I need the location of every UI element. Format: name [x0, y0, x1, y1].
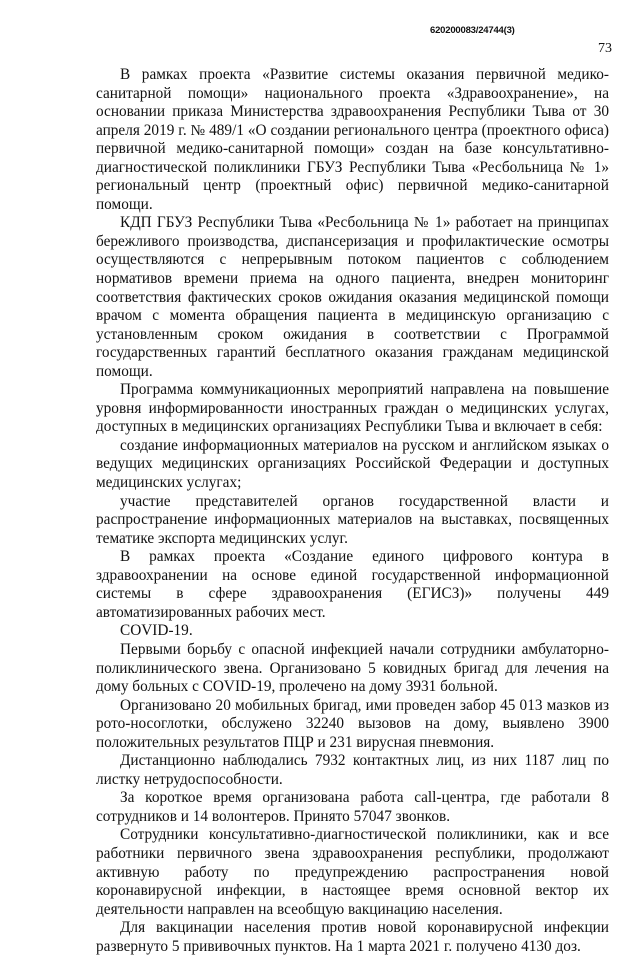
document-body [96, 66, 609, 956]
paragraph-covid-heading: COVID-19. [120, 622, 193, 640]
paragraph-info-materials: создание информационных материалов на русском и английском языках о ведущих медицинских организациях Российской Федерации и доступных медицинских услугах; [96, 436, 609, 492]
paragraph-exhibitions: участие представителей органов государственной власти и распространение информационных материалов на выставках, посвященных тематике экспорта медицинских услуг. [96, 492, 609, 547]
document-registration-code: 620200083/24744(3) [430, 25, 515, 36]
paragraph-primary-care-work: Сотрудники консультативно-диагностической поликлиники, как и все работники первичного звена здравоохранения республики, продолжают активную работу по предупреждению распространения новой коронавирусной инфекции, в настоящее время основной вектор их деятельности направлен на всеобщую вакцинацию населения. [96, 826, 609, 918]
paragraph-mobile-brigades: Организовано 20 мобильных бригад, ими проведен забор 45 013 мазков из рото-носоглотки, обслужено 32240 вызовов на дому, выявлено 3900 положительных результатов ПЦР и 231 вирусная пневмония. [96, 696, 609, 751]
paragraph-remote-monitoring: Дистанционно наблюдались 7932 контактных лиц, из них 1187 лиц по листку нетрудоспособности. [96, 752, 609, 788]
paragraph-call-center: За короткое время организована работа call-центра, где работали 8 сотрудников и 14 волонтеров. Принято 57047 звонков. [96, 789, 609, 825]
paragraph-regional-center: В рамках проекта «Развитие системы оказания первичной медико-санитарной помощи» национального проекта «Здравоохранение», на основании приказа Министерства здравоохранения Республики Тыва от 30 апреля 2019 г. № 489/1 «О создании регионального центра (проектного офиса) первичной медико-санитарной помощи» создан на базе консультативно-диагностической поликлиники ГБУЗ Республики Тыва «Ресбольница № 1» региональный центр (проектный офис) первичной медико-санитарной помощи. [96, 66, 609, 213]
paragraph-egisz: В рамках проекта «Создание единого цифрового контура в здравоохранении на основе единой государственной информационной системы в сфере здравоохранения (ЕГИСЗ)» получены 449 автоматизированных рабочих мест. [96, 548, 609, 621]
paragraph-lean-production: КДП ГБУЗ Республики Тыва «Ресбольница № 1» работает на принципах бережливого производства, диспансеризация и профилактические осмотры осуществляются с непрерывным потоком пациентов с соблюдением нормативов времени приема на одного пациента, внедрен мониторинг соответствия фактических сроков ожидания оказания медицинской помощи врачом с момента обращения пациента в медицинскую организацию с установленным сроком ожидания в соответствии с Программой государственных гарантий бесплатного оказания гражданам медицинской помощи. [96, 214, 609, 380]
paragraph-vaccination: Для вакцинации населения против новой коронавирусной инфекции развернуто 5 прививочных пунктов. На 1 марта 2021 г. получено 4130 доз. [96, 919, 609, 955]
paragraph-covid-brigades: Первыми борьбу с опасной инфекцией начали сотрудники амбулаторно-поликлинического звена. Организовано 5 ковидных бригад для лечения на дому больных с COVID-19, пролечено на дому 3931 больной. [96, 640, 609, 696]
page-number: 73 [598, 41, 612, 56]
paragraph-communication-program: Программа коммуникационных мероприятий направлена на повышение уровня информированности иностранных граждан о медицинских услугах, доступных в медицинских организациях Республики Тыва и включает в себя: [96, 381, 609, 436]
